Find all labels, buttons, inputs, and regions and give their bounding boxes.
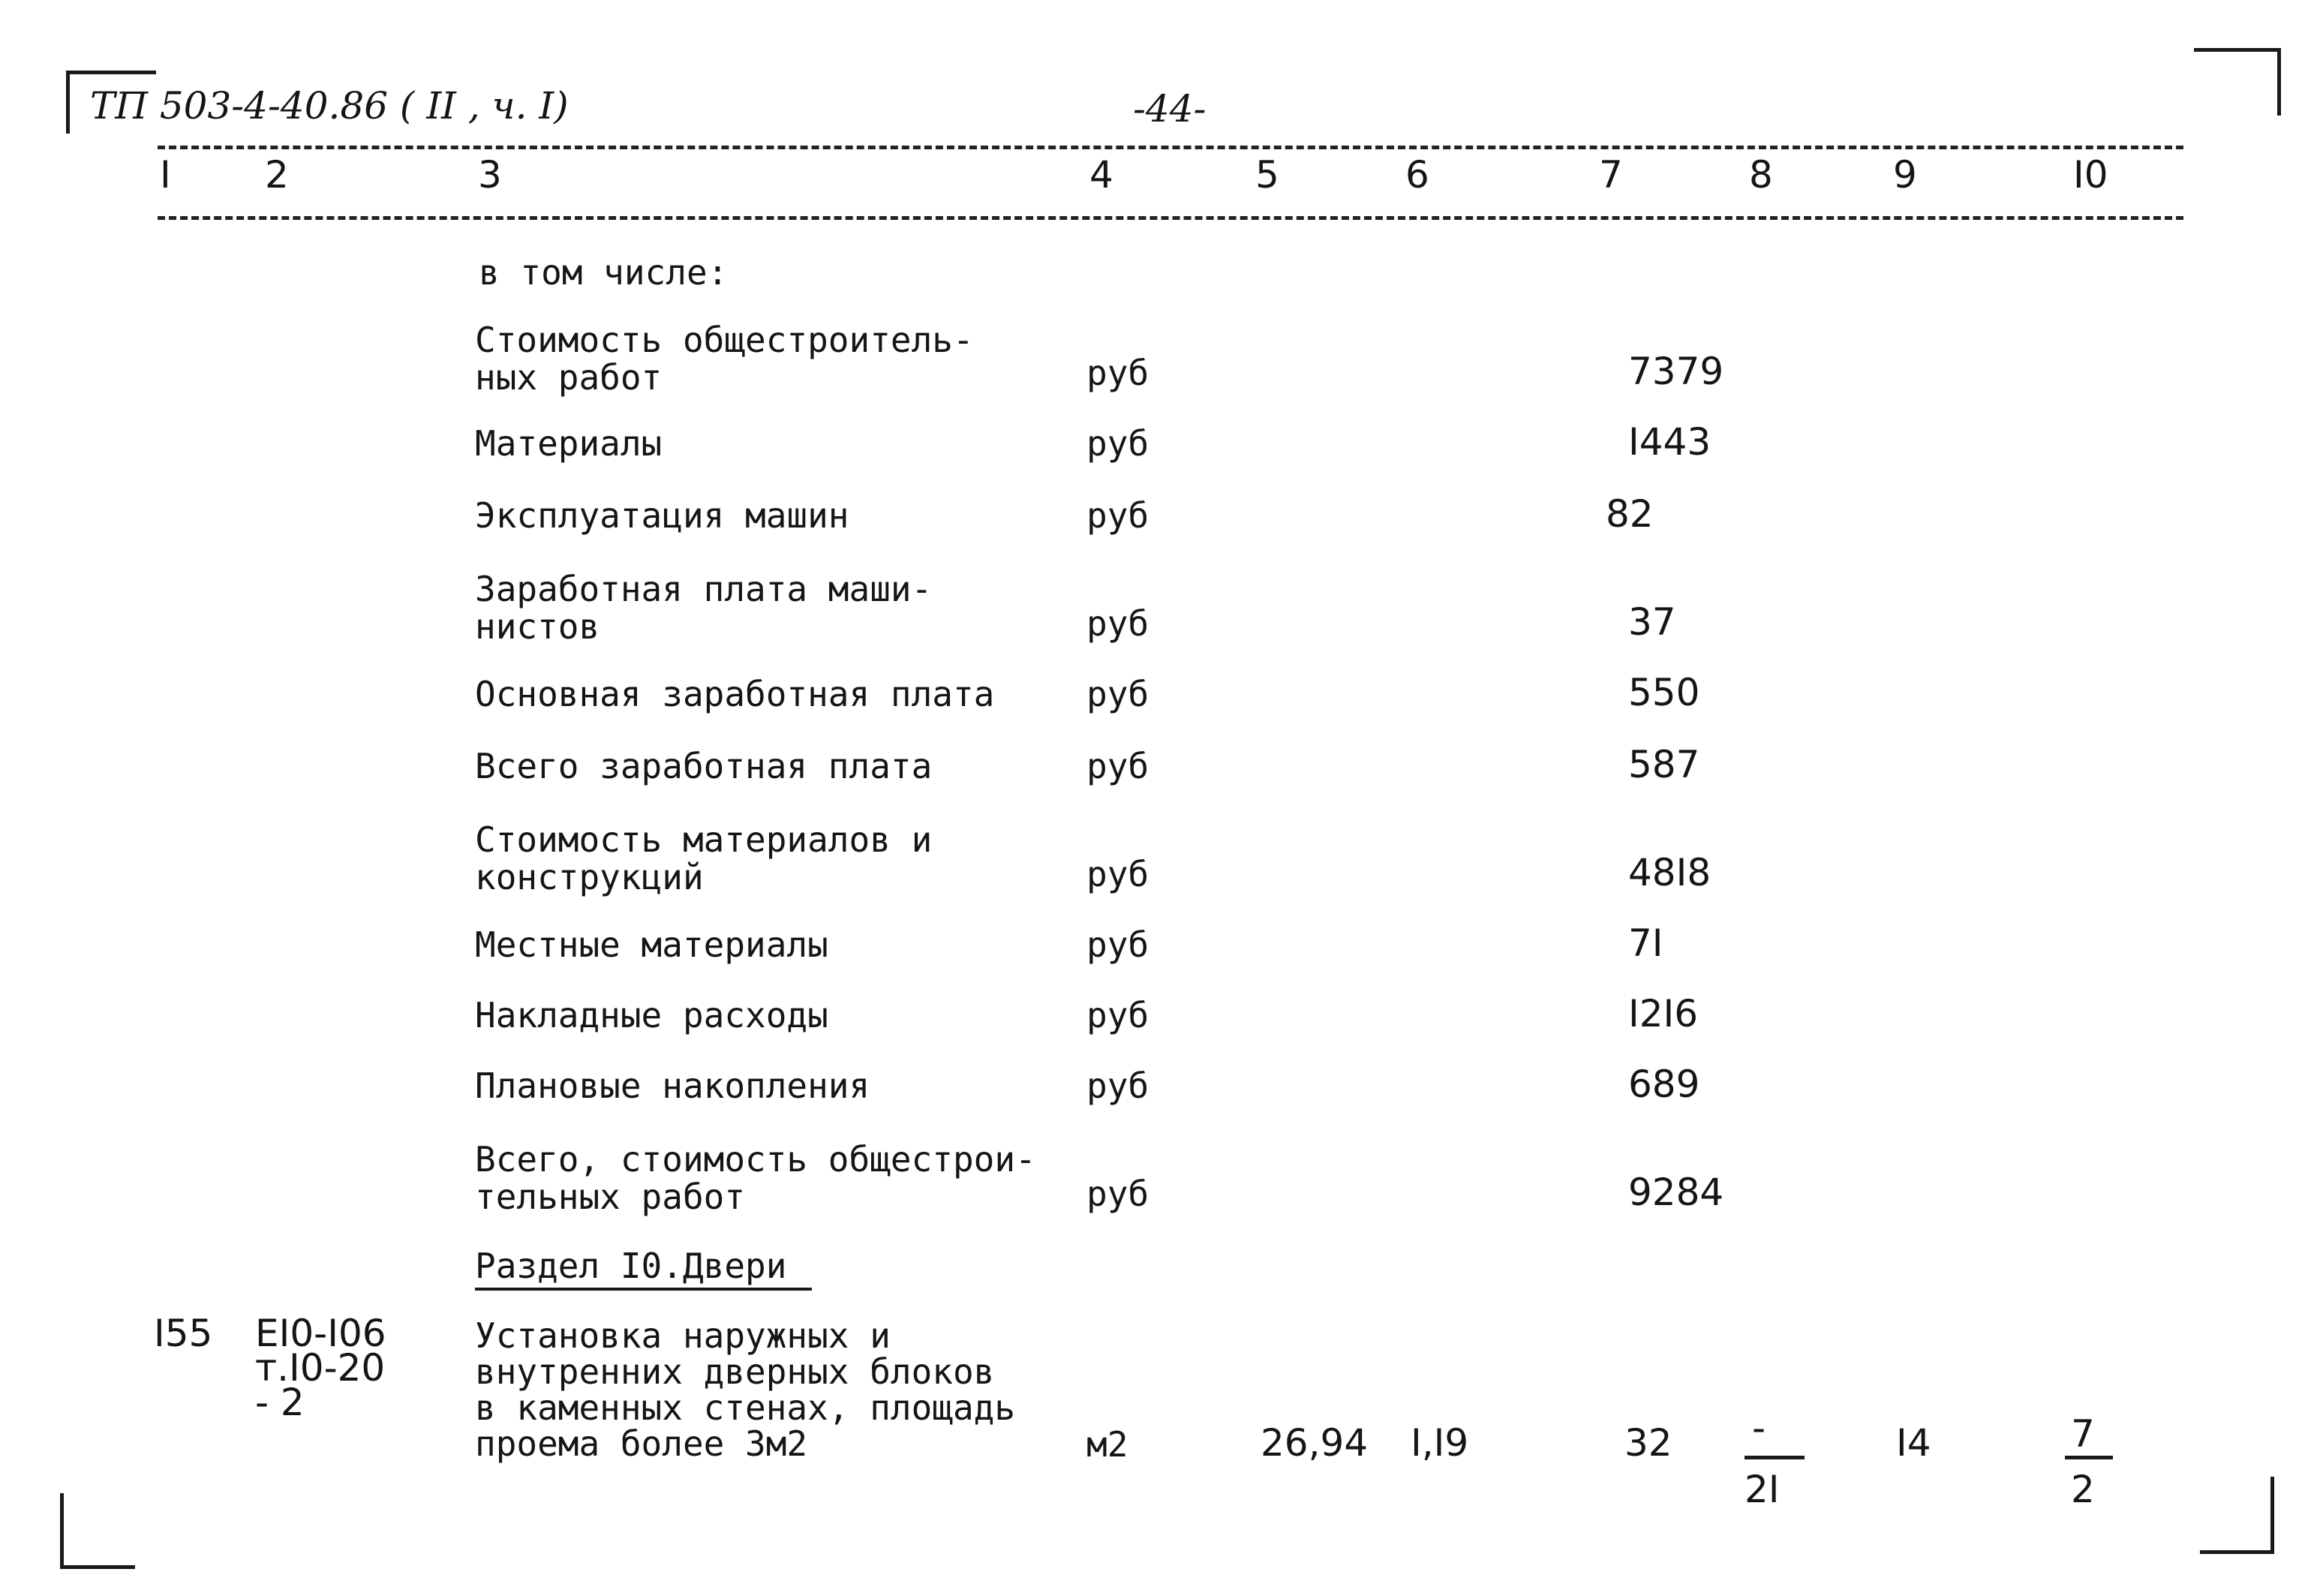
item-name: Материалы: [475, 423, 663, 464]
item-unit: руб: [1086, 1174, 1149, 1214]
column-number: 6: [1405, 153, 1429, 197]
column-number: 8: [1749, 153, 1773, 197]
corner-mark-top-right: [2277, 48, 2281, 116]
item-unit: руб: [1086, 353, 1149, 393]
item-value: 587: [1628, 743, 1700, 786]
item-name: Заработная плата маши- нистов: [475, 569, 933, 647]
entry-col7: 32: [1624, 1421, 1672, 1465]
item-name: Стоимость общестроитель- ных работ: [475, 320, 974, 398]
item-unit: руб: [1086, 1066, 1149, 1106]
column-number: 2: [265, 153, 289, 197]
entry-col5: 26,94: [1261, 1421, 1369, 1465]
entry-col9: I4: [1896, 1421, 1931, 1465]
column-number: I0: [2073, 153, 2108, 197]
entry-description: Установка наружных и внутренних дверных блоков в каменных стенах, площадь проема более 3м2: [475, 1315, 1016, 1464]
item-unit: руб: [1086, 674, 1149, 714]
column-number: 9: [1893, 153, 1917, 197]
entry-number: I55: [154, 1312, 213, 1355]
corner-mark-bottom-left: [60, 1565, 135, 1569]
item-unit: руб: [1086, 603, 1149, 644]
fraction-bar: [1745, 1456, 1805, 1459]
item-value: 48I8: [1628, 851, 1711, 894]
entry-col10-bottom: 2: [2071, 1468, 2095, 1511]
item-name: Местные материалы: [475, 924, 828, 965]
item-value: 37: [1628, 600, 1676, 644]
item-value: 7379: [1628, 350, 1724, 393]
corner-mark-top-left: [66, 71, 156, 74]
item-unit: руб: [1086, 746, 1149, 786]
item-unit: руб: [1086, 423, 1149, 464]
item-unit: руб: [1086, 924, 1149, 965]
item-name: Эксплуатация машин: [475, 495, 849, 536]
item-value: 689: [1628, 1062, 1700, 1106]
column-number: 7: [1599, 153, 1623, 197]
entry-col8-bottom: 2I: [1745, 1468, 1780, 1511]
corner-mark-bottom-left: [60, 1493, 64, 1568]
item-unit: руб: [1086, 854, 1149, 894]
corner-mark-top-left: [66, 71, 70, 134]
entry-col8-top: -: [1752, 1406, 1766, 1450]
item-name: Плановые накопления: [475, 1066, 870, 1106]
item-value: 550: [1628, 671, 1700, 714]
item-name: Основная заработная плата: [475, 674, 995, 714]
entry-col10-top: 7: [2071, 1412, 2095, 1456]
item-name: Стоимость материалов и конструкций: [475, 819, 933, 897]
item-value: 7I: [1628, 921, 1663, 965]
document-code: ТП 503-4-40.86 ( II , ч. I): [90, 84, 569, 128]
item-unit: руб: [1086, 495, 1149, 536]
header-divider-top: [158, 146, 2183, 149]
item-value: I443: [1628, 420, 1711, 464]
item-name: Всего заработная плата: [475, 746, 933, 786]
entry-unit: м2: [1086, 1424, 1128, 1465]
item-name: Накладные расходы: [475, 995, 828, 1035]
section-heading: Раздел I0.Двери: [475, 1249, 812, 1291]
header-divider-bottom: [158, 216, 2183, 220]
item-value: 9284: [1628, 1171, 1724, 1214]
item-unit: руб: [1086, 995, 1149, 1035]
corner-mark-bottom-right: [2270, 1477, 2274, 1553]
column-number: 5: [1255, 153, 1279, 197]
entry-col6: I,I9: [1411, 1421, 1469, 1465]
column-number: 3: [478, 153, 502, 197]
page-number: -44-: [1133, 87, 1207, 131]
item-value: I2I6: [1628, 992, 1699, 1035]
corner-mark-top-right: [2194, 48, 2281, 52]
column-number: I: [160, 153, 171, 197]
fraction-bar: [2065, 1456, 2113, 1459]
item-value: 82: [1606, 492, 1654, 536]
section-intro: в том числе:: [479, 252, 729, 293]
corner-mark-bottom-right: [2200, 1550, 2274, 1554]
item-name: Всего, стоимость общестрои- тельных работ: [475, 1139, 1036, 1217]
column-number: 4: [1089, 153, 1113, 197]
entry-code: EI0-I06 т.I0-20 - 2: [255, 1312, 386, 1424]
